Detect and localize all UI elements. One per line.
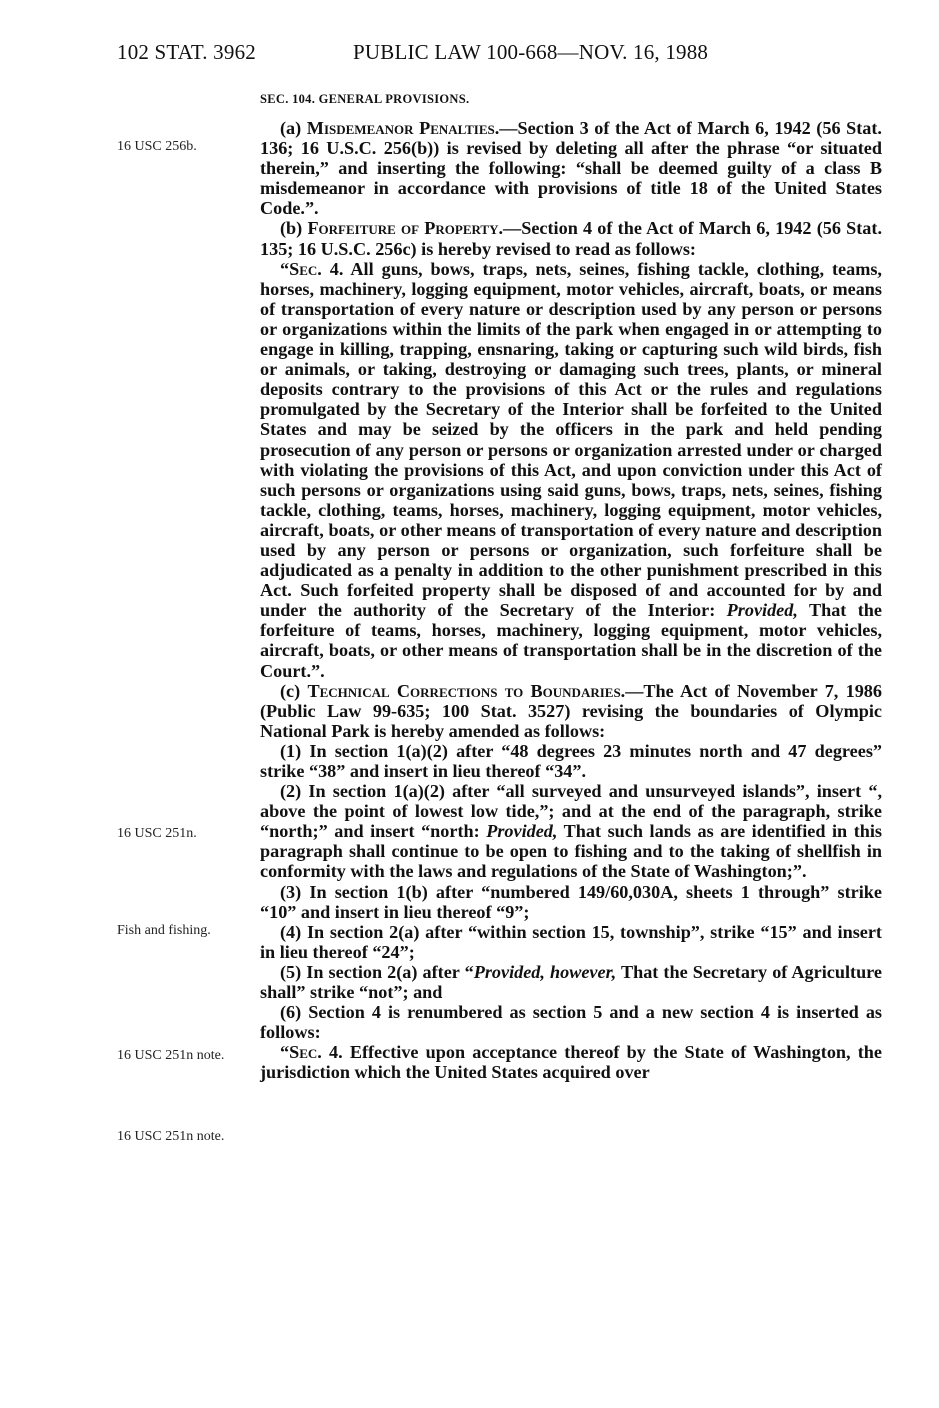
clause-c2-text-a: (2) In section 1(a)(2) after “all surveyed and unsurveyed islands”, insert “, above the point of lowest low tide,”; and at the end of the paragraph, strike “north;” and insert “north: — [260, 781, 882, 842]
quoted-section-4 — [260, 259, 882, 681]
new-section-4 — [260, 1042, 882, 1082]
clause-c1: (1) In section 1(a)(2) after “48 degrees 23 minutes north and 47 degrees” strike “38” and insert in lieu thereof “34”. — [260, 740, 882, 781]
margin-note-16usc256b: 16 USC 256b. — [117, 139, 197, 154]
clause-c2-provided: Provided, — [486, 821, 558, 842]
section-heading: SEC. 104. GENERAL PROVISIONS. — [260, 92, 470, 106]
clause-c3: (3) In section 1(b) after “numbered 149/60,030A, sheets 1 through” strike “10” and insert in lieu thereof “9”; — [260, 881, 882, 922]
new-section-4-label: “Sec. 4. — [280, 1042, 343, 1063]
quoted-section-4-provided: Provided, — [726, 600, 798, 621]
margin-note-16usc251n-note-1: 16 USC 251n note. — [117, 1048, 225, 1063]
paragraph-a-heading: Misdemeanor Penalties. — [306, 118, 500, 138]
margin-note-16usc251n-note-2: 16 USC 251n note. — [117, 1129, 225, 1144]
clause-c6: (6) Section 4 is renumbered as section 5 and a new section 4 is inserted as follows: — [260, 1002, 882, 1043]
law-reference: PUBLIC LAW 100-668—NOV. 16, 1988 — [353, 40, 709, 64]
page-reference: 102 STAT. 3962 — [117, 40, 256, 64]
document-body — [260, 118, 882, 1083]
clause-c2-text-b: That such lands as are identified in this paragraph shall continue to be open to fishing and to the taking of shellfish in conformity with the laws and regulations of the State of Washington;”. — [260, 821, 882, 882]
paragraph-a — [260, 118, 882, 218]
paragraph-b-text: —Section 4 of the Act of March 6, 1942 (56 Stat. 135; 16 U.S.C. 256c) is hereby revised to read as follows: — [260, 218, 883, 259]
quoted-section-4-tail: That the forfeiture of teams, horses, machinery, logging equipment, motor vehicles, aircraft, boats, or other means of transportation shall be in the discretion of the Court.”. — [260, 600, 882, 681]
margin-note-16usc251n: 16 USC 251n. — [117, 826, 197, 841]
paragraph-b-label: (b) — [280, 218, 308, 239]
paragraph-b-heading: Forfeiture of Property. — [307, 218, 504, 239]
clause-c5-text-a: (5) In section 2(a) after “ — [280, 961, 474, 982]
margin-note-fish-and-fishing: Fish and fishing. — [117, 923, 211, 938]
clause-c5-text-b: That the Secretary of Agriculture shall” strike “not”; and — [260, 961, 882, 1003]
quoted-section-4-text: All guns, bows, traps, nets, seines, fishing tackle, clothing, teams, horses, machinery, logging equipment, motor vehicles, aircraft, boats, or means of transportation of every nature or description used by any person or persons or organizations within the limits of the park when engaged in or attempting to engage in killing, trapping, ensnaring, taking or capturing such wild birds, fish or animals, or taking, destroying or damaging such trees, plants, or mineral deposits contrary to the provisions of this Act or the rules and regulations promulgated by the Secretary of the Interior shall be forfeited to the United States and may be seized by the officers in the park and held pending prosecution of any person or persons or organization arrested under or charged with violating the provisions of this Act, and upon conviction under this Act of such persons or organizations using said guns, bows, traps, nets, seines, fishing tackle, clothing, teams, horses, machinery, logging equipment, motor vehicles, aircraft, boats, or other means of transportation of every nature and description used by any person or persons or organization, such forfeiture shall be adjudicated as a penalty in addition to the other punishment prescribed in this Act. Such forfeited property shall be disposed of and accounted for by and under the authority of the Secretary of the Interior: — [260, 258, 882, 621]
paragraph-a-text: —Section 3 of the Act of March 6, 1942 (56 Stat. 136; 16 U.S.C. 256(b)) is revised by deleting all after the phrase “or situated therein,” and inserting the following: “shall be deemed guilty of a class B misdemeanor in accordance with provisions of title 18 of the United States Code.”. — [260, 118, 882, 219]
paragraph-c-label: (c) — [280, 680, 308, 701]
paragraph-c — [260, 681, 882, 741]
paragraph-b — [260, 218, 882, 258]
clause-c5-provided: Provided, however, — [473, 961, 617, 982]
clause-c5 — [260, 962, 882, 1002]
paragraph-a-label: (a) — [280, 118, 307, 138]
clause-c4: (4) In section 2(a) after “within section 15, township”, strike “15” and insert in lieu thereof “24”; — [260, 921, 882, 962]
clause-c2 — [260, 781, 882, 881]
quoted-section-4-label: “Sec. 4. — [280, 258, 344, 279]
paragraph-c-heading: Technical Corrections to Boundaries. — [307, 680, 626, 701]
new-section-4-text: Effective upon acceptance thereof by the State of Washington, the jurisdiction which the United States acquired over — [260, 1042, 882, 1083]
paragraph-c-text: —The Act of November 7, 1986 (Public Law 99-635; 100 Stat. 3527) revising the boundaries of Olympic National Park is hereby amended as follows: — [260, 680, 882, 741]
